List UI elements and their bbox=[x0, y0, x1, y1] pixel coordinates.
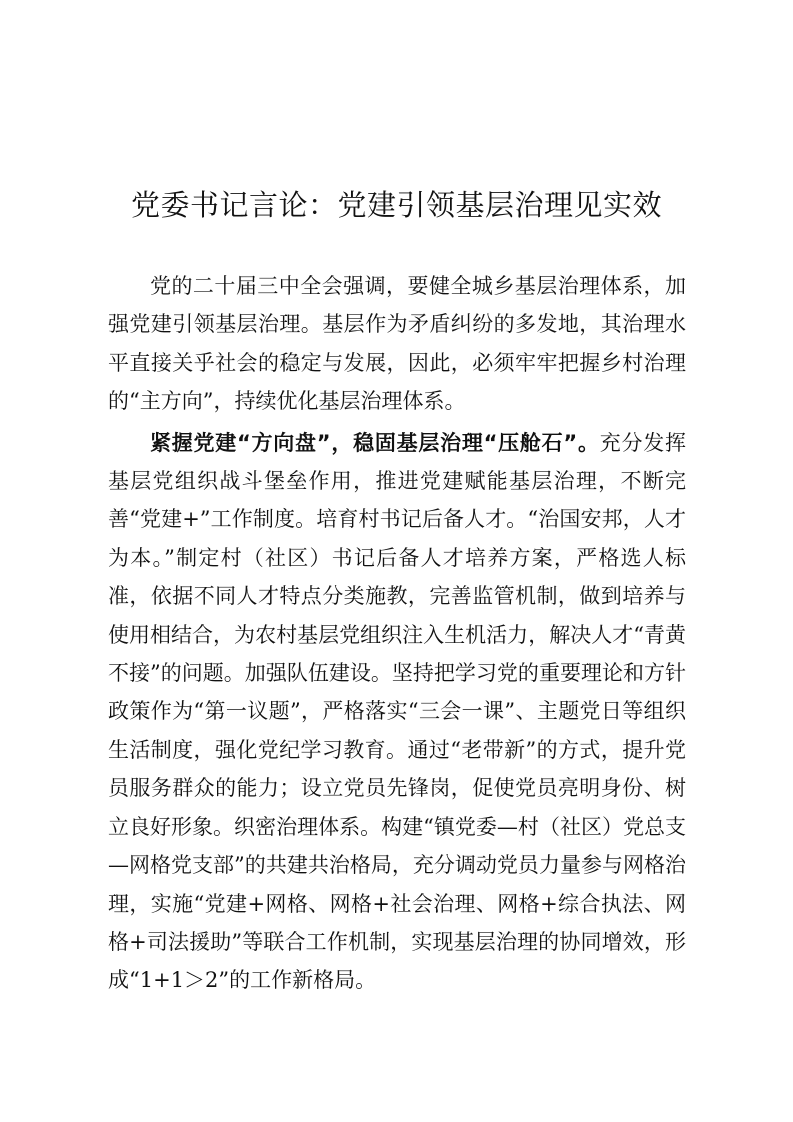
paragraph-text: 充分发挥基层党组织战斗堡垒作用，推进党建赋能基层治理，不断完善“党建+”工作制度。培育村书记后备人才。“治国安邦，人才为本。”制定村（社区）书记后备人才培养方案，严格选人标准，依据不同人才特点分类施教，完善监管机制，做到培养与使用相结合，为农村基层党组织注入生机活力，解决人才“青黄不接”的问题。加强队伍建设。坚持把学习党的重要理论和方针政策作为“第一议题”，严格落实“三会一课”、主题党日等组织生活制度，强化党纪学习教育。通过“老带新”的方式，提升党员服务群众的能力；设立党员先锋岗，促使党员亮明身份、树立良好形象。织密治理体系。构建“镇党委—村（社区）党总支—网格党支部”的共建共治格局，充分调动党员力量参与网格治理，实施“党建+网格、网格+社会治理、网格+综合执法、网格+司法援助”等联合工作机制，实现基层治理的协同增效，形成“1+1＞2”的工作新格局。 bbox=[108, 430, 686, 993]
paragraph-intro bbox=[108, 267, 686, 421]
paragraph-party-building bbox=[108, 424, 686, 1000]
document-body bbox=[108, 267, 686, 1000]
page-title: 党委书记言论：党建引领基层治理见实效 bbox=[130, 188, 662, 222]
paragraph-text: 党的二十届三中全会强调，要健全城乡基层治理体系，加强党建引领基层治理。基层作为矛盾纠纷的多发地，其治理水平直接关乎社会的稳定与发展，因此，必须牢牢把握乡村治理的“主方向”，持续优化基层治理体系。 bbox=[108, 274, 686, 414]
paragraph-lead-heading: 紧握党建“方向盘”，稳固基层治理“压舱石”。 bbox=[150, 430, 600, 455]
